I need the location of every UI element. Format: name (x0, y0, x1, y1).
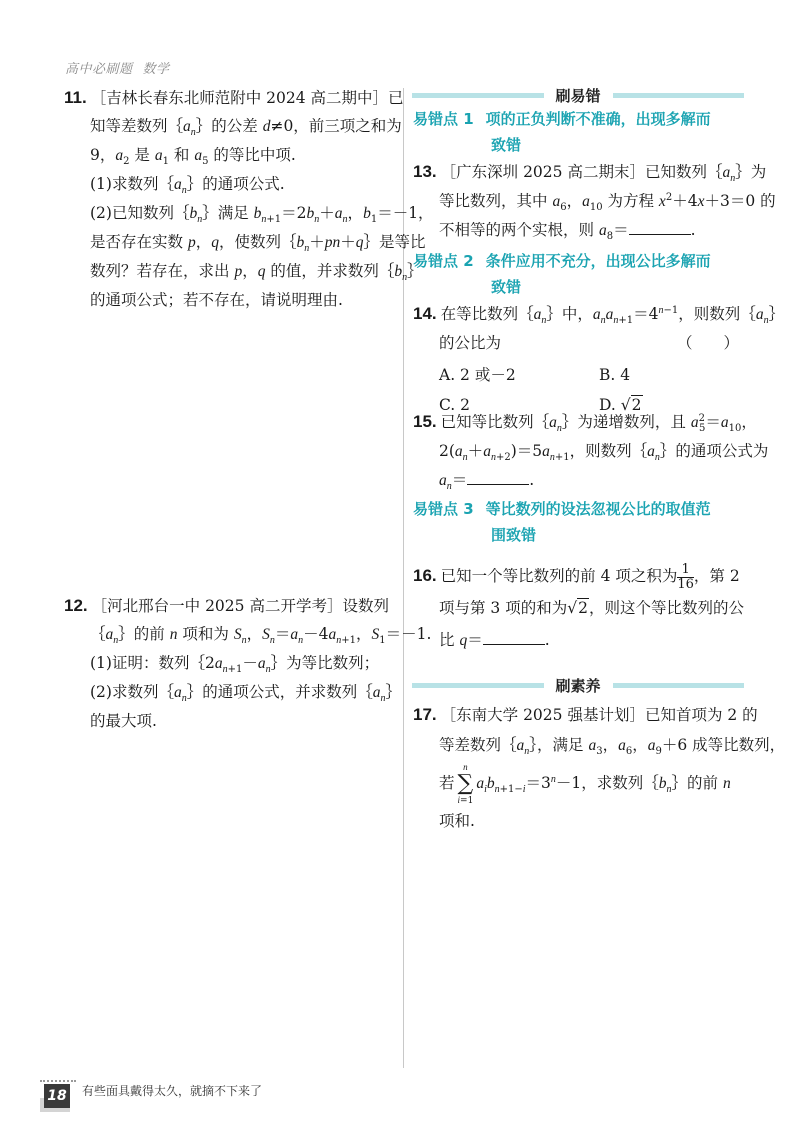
problem-number: 17. (413, 705, 437, 724)
book-title: 高中必刷题 (65, 62, 133, 77)
problem-source: ［广东深圳 2025 高二期末］ (440, 163, 645, 181)
subquestion-2: (2)已知数列$\{b_n\}$满足 $b_{n+1}=2b_n+a_n$，$b_1=-1$， (90, 204, 434, 226)
problem-17: 17. ［东南大学 2025 强基计划］已知首项为 2 的 等差数列$\{a_n\}$，满足 $a_3$，$a_6$，$a_9+6$ 成等比数列， 若n ∑ $i=1a_ib_{n+1-i}=3^n-1$，求数列$\{b_n\}$的前 n 项和. (413, 705, 786, 830)
footer-motto: 有些面具戴得太久，就摘不下来了 (82, 1084, 263, 1098)
problem-number: 15. (413, 412, 437, 431)
subquestion-1: (1)证明：数列$\{2a_{n+1}-a_n\}$为等比数列； (90, 654, 380, 676)
problem-number: 13. (413, 162, 437, 181)
section-header-literacy: 刷素养 (412, 676, 744, 694)
fraction-1-16: $\frac{1}{16}$ (677, 561, 694, 592)
option-c[interactable]: C. 2 (439, 396, 471, 414)
problem-number: 16. (413, 566, 437, 585)
answer-blank[interactable] (629, 220, 691, 235)
option-b[interactable]: B. 4 (599, 366, 631, 384)
problem-15: 15. 已知等比数列$\{a_n\}$为递增数列，且 $a^2_5=a_{10}$， $2(a_n+a_{n+2})=5a_{n+1}$，则数列$\{a_n\}$的通项公式为 $a_n=$ . (413, 412, 769, 493)
problem-source: ［河北邢台一中 2025 高二开学考］ (91, 597, 343, 615)
problem-number: 14. (413, 304, 437, 323)
answer-blank[interactable] (467, 470, 529, 485)
problem-source: ［东南大学 2025 强基计划］ (440, 706, 645, 724)
problem-14: 14. 在等比数列$\{a_n\}$中，$a_na_{n+1}=4^{n-1}$，则数列$\{a_n\}$ 的公比为 （ ） A. 2 或－2 B. 4 C. 2 D. √2 (413, 300, 753, 419)
subject-label: 数学 (142, 62, 170, 77)
problem-11: 11. ［吉林长春东北师范附中 2024 高二期中］已 知等差数列$\{a_n\}$的公差 d≠0，前三项之和为 9，$a_2$ 是 $a_1$ 和 $a_5$ 的等比中项. (1)求数列$\{a_n\}$的通项公式. (2)已知数列$\{b_n\}$满足 $b_{n+1}=2b_n+a_n$，$b_1=-1$， 是否存在实数 p，q，使数列$\{b_n+pn+q\}$是等比 数列？若存在，求出 p，q 的值，并求数列$\{b_n\}$ 的通项公式；若不存在，请说明理由. (64, 88, 434, 309)
option-d[interactable]: D. √2 (599, 396, 642, 414)
problem-13: 13. ［广东深圳 2025 高二期末］已知数列$\{a_n\}$为 等比数列，其中 $a_6$，$a_{10}$ 为方程 $x^2+4x+3=0$ 的 不相等的两个实根，则 $a_8=$ . (413, 162, 776, 243)
page-number: 18 (44, 1084, 70, 1108)
answer-blank[interactable] (483, 630, 545, 645)
option-a[interactable]: A. 2 或－2 (439, 366, 516, 384)
error-point-3: 易错点 3 等比数列的设法忽视公比的取值范 围致错 (413, 500, 711, 544)
error-point-1: 易错点 1 项的正负判断不准确，出现多解而 致错 (413, 110, 711, 154)
section-header-errors: 刷易错 (412, 86, 744, 104)
problem-number: 11. (64, 88, 87, 107)
summation-symbol: n ∑ i=1 (457, 762, 474, 806)
page-footer (40, 1070, 400, 1110)
subquestion-1: (1)求数列$\{a_n\}$的通项公式. (90, 175, 285, 197)
error-point-2: 易错点 2 条件应用不充分，出现公比多解而 致错 (413, 252, 711, 296)
problem-16: 16. 已知一个等比数列的前 4 项之积为 $\frac{1}{16}$ ，第 2 项与第 3 项的和为√2，则这个等比数列的公 比 q＝ . (413, 561, 744, 649)
running-header (65, 58, 170, 77)
subquestion-2: (2)求数列$\{a_n\}$的通项公式，并求数列$\{a_n\}$ (90, 683, 401, 705)
answer-parens[interactable]: （ ） (676, 334, 739, 352)
problem-source: ［吉林长春东北师范附中 2024 高二期中］ (90, 89, 389, 107)
problem-number: 12. (64, 596, 88, 615)
problem-12: 12. ［河北邢台一中 2025 高二开学考］设数列 $\{a_n\}$的前 n 项和为 $S_n$，$S_n=a_n-4a_{n+1}$，$S_1=-1$. (1)证明：数列$\{2a_{n+1}-a_n\}$为等比数列； (2)求数列$\{a_n\}$的通项公式，并求数列$\{a_n\}$ 的最大项. (64, 596, 432, 730)
